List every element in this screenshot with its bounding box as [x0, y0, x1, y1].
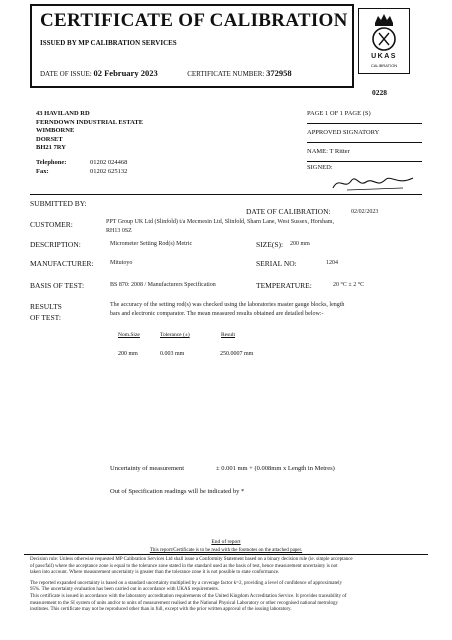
ukas-number: 0228 — [372, 88, 387, 97]
issued-by-label: ISSUED BY — [40, 39, 77, 47]
uncertainty-label: Uncertainty of measurement — [110, 465, 184, 472]
contact-numbers — [36, 158, 127, 176]
basis-of-test-label: BASIS OF TEST: — [30, 281, 85, 290]
results-text-line2: bars and electronic comparator. The mean measured results obtained are detailed below:- — [110, 311, 324, 317]
fax-label: Fax: — [36, 168, 49, 175]
basis-of-test-value: BS 870: 2008 / Manufacturers Specification — [110, 282, 216, 288]
end-of-report: End of report — [211, 539, 241, 545]
lab-address — [36, 110, 143, 153]
signatory-panel — [307, 105, 422, 195]
footer-line: of pass/fail) where the acceptance zone is equal to the tolerance zone stated in the standard used as the basis of test, hence measurement uncertainty is not — [30, 563, 338, 569]
customer-value-line2: RH13 0SZ — [106, 228, 132, 234]
signature-field — [307, 162, 422, 195]
table-header-nominal-size: Nom.Size — [118, 332, 140, 338]
date-of-issue-value: 02 February 2023 — [93, 68, 158, 78]
footer-divider — [24, 554, 428, 555]
certificate-title: CERTIFICATE OF CALIBRATION — [40, 10, 348, 31]
table-header-tolerance: Tolerance (±) — [160, 332, 190, 338]
address-line: FERNDOWN INDUSTRIAL ESTATE — [36, 118, 144, 126]
table-cell-tolerance: 0.003 mm — [160, 351, 185, 357]
table-cell-nominal-size: 200 mm — [118, 351, 138, 357]
signed-label: SIGNED: — [307, 164, 333, 171]
page-count: PAGE 1 OF 1 PAGE (S) — [307, 105, 422, 124]
customer-label: CUSTOMER: — [30, 220, 73, 229]
signature-icon — [329, 170, 417, 194]
certificate-header — [30, 4, 354, 88]
signatory-name: NAME: T Ritter — [307, 143, 422, 162]
manufacturer-label: MANUFACTURER: — [30, 259, 94, 268]
out-of-spec-note: Out of Specification readings will be indicated by * — [110, 488, 245, 495]
issued-by — [40, 39, 177, 47]
temperature-value: 20 °C ± 2 °C — [333, 282, 365, 288]
manufacturer-value: Mitutoyo — [110, 260, 133, 266]
ukas-text: UKAS — [371, 53, 397, 60]
fax-value: 01202 625132 — [90, 168, 128, 175]
date-of-issue-label: DATE OF ISSUE: — [40, 70, 92, 78]
results-text: The accuracy of the setting rod(s) was checked using the laboratories master gauge blocks, length — [110, 302, 345, 308]
footer-text — [30, 557, 353, 614]
address-line: BH21 7RY — [36, 144, 66, 152]
description-value: Micrometer Setting Rod(s) Metric — [110, 241, 193, 247]
size-value: 200 mm — [290, 241, 310, 247]
certificate-number-label: CERTIFICATE NUMBER: — [187, 70, 265, 78]
customer-value: PPT Group UK Ltd (Slinfold) t/a Mecmesin Ltd, Slinfold, Sharn Lane, West Sussex, Horsham, — [106, 219, 334, 225]
ukas-calibration-text: CALIBRATION — [370, 63, 398, 68]
certificate-number-value: 372958 — [266, 68, 292, 78]
footer-line: Decision rule: Unless otherwise requested MP Calibration Services Ltd shall issue a Conformity Statement based on a binary decision rule (ie. simple acceptance — [30, 557, 353, 562]
results-label-line2: OF TEST: — [30, 313, 61, 322]
date-of-calibration-label: DATE OF CALIBRATION: — [246, 207, 331, 216]
telephone-label: Telephone: — [36, 159, 67, 166]
footer-notice: This report/Certificate is to be read with the footnotes on the attached paper. — [149, 548, 303, 553]
approved-signatory: APPROVED SIGNATORY — [307, 124, 422, 143]
address-line: 43 HAVILAND RD — [36, 110, 90, 117]
size-label: SIZE(S): — [256, 240, 284, 249]
footer-line: institutes. This certificate may not be reproduced other than in full, except with the prior written approval of the issuing laboratory. — [30, 607, 292, 613]
section-divider — [30, 194, 422, 195]
footer-line: 95%. The uncertainty evaluation has been carried out in accordance with UKAS requirements. — [30, 587, 220, 593]
footer-line: taken into account. Where measurement uncertainty is greater than the tolerance zone it is not possible to state conformance. — [30, 570, 280, 576]
address-line: WIMBORNE — [36, 127, 75, 135]
table-cell-result: 250.0007 mm — [220, 351, 254, 357]
temperature-label: TEMPERATURE: — [256, 281, 312, 290]
footer-line: This certificate is issued in accordance with the laboratory accreditation requirements of the United Kingdom Accreditation Service. It provides traceability of — [30, 593, 347, 599]
footer-line: The reported expanded uncertainty is based on a standard uncertainty multiplied by a coverage factor k=2, providing a level of confidence of approximately — [30, 580, 343, 586]
address-line: DORSET — [36, 135, 63, 143]
uncertainty-value: ± 0.001 mm + (0.008mm x Length in Metres) — [216, 465, 335, 472]
issued-by-value: MP CALIBRATION SERVICES — [78, 39, 177, 47]
serial-value: 1204 — [326, 260, 338, 266]
footer-line: measurement to the SI system of units and/or to units of measurement realised at the National Physical Laboratory or other recognised national metrology — [30, 600, 338, 606]
telephone-value: 01202 024468 — [90, 159, 128, 166]
table-header-result: Result — [221, 332, 236, 338]
issue-info-row — [40, 68, 292, 78]
date-of-calibration-value: 02/02/2023 — [351, 209, 379, 215]
description-label: DESCRIPTION: — [30, 240, 81, 249]
results-label: RESULTS — [30, 302, 62, 311]
submitted-by-label: SUBMITTED BY: — [30, 199, 87, 208]
ukas-logo — [358, 8, 410, 74]
serial-label: SERIAL NO: — [256, 259, 297, 268]
